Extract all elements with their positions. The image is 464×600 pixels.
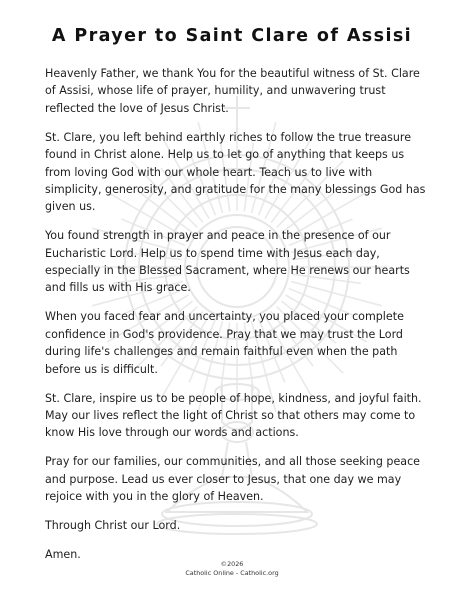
prayer-paragraph: When you faced fear and uncertainty, you placed your complete confidence in God's providence. Pray that we may trust the Lord during life's challenges and remain faithful even when the path before us is difficult. [45,310,404,376]
prayer-amen: Amen. [45,547,81,561]
prayer-title: A Prayer to Saint Clare of Assisi [51,26,413,46]
prayer-paragraph: Pray for our families, our communities, and all those seeking peace and purpose. Lead us ever closer to Jesus, that one day we may rejoice with you in the glory of Heaven. [45,455,420,504]
source-text: Catholic Online - Catholic.org [185,569,279,577]
copyright-text: ©2026 [220,560,244,568]
prayer-paragraph: St. Clare, inspire us to be people of hope, kindness, and joyful faith. May our lives reflect the light of Christ so that others may come to know His love through our words and actions. [45,391,422,440]
page-footer [0,560,464,578]
prayer-closing: Through Christ our Lord. [45,518,181,532]
prayer-paragraph: You found strength in prayer and peace in the presence of our Eucharistic Lord. Help us to spend time with Jesus each day, especially in the Blessed Sacrament, where He renews our hearts and fills us with His grace. [45,229,410,295]
prayer-paragraph: Heavenly Father, we thank You for the beautiful witness of St. Clare of Assisi, whose life of prayer, humility, and unwavering trust reflected the love of Jesus Christ. [45,67,420,115]
prayer-body [45,65,427,575]
prayer-paragraph: St. Clare, you left behind earthly riches to follow the true treasure found in Christ alone. Help us to let go of anything that keeps us from loving God with our whole heart. Teach us to live with simplicity, generosity, and gratitude for the many blessings God has given us. [45,130,426,214]
